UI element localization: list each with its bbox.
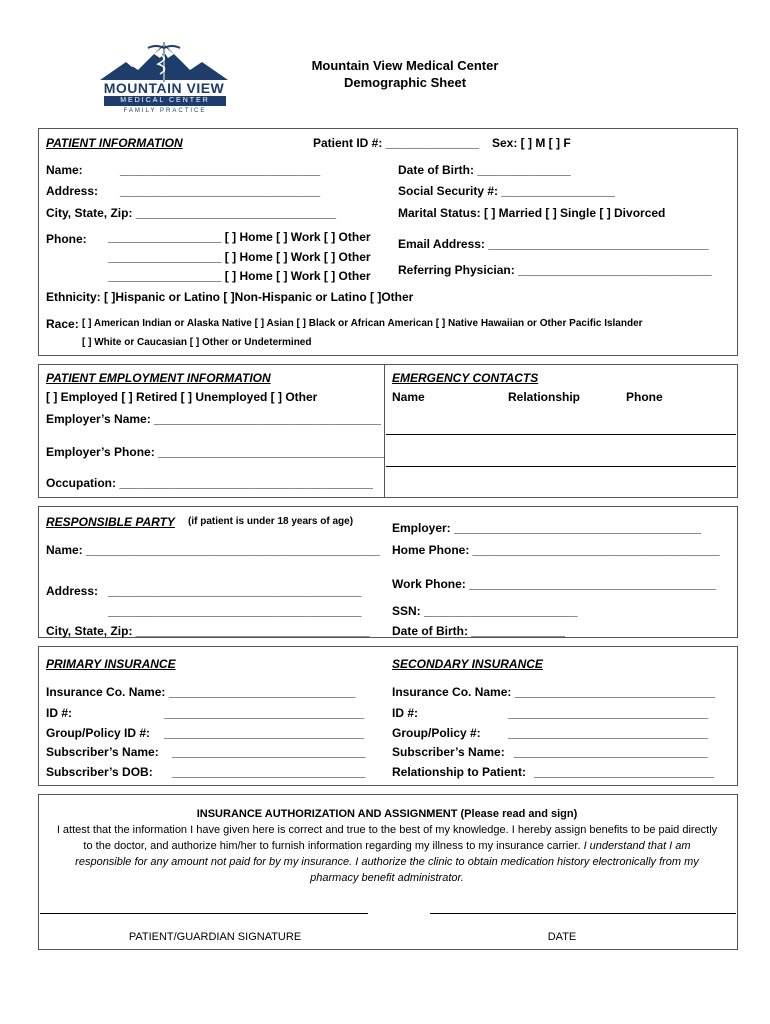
authorization-text-2 xyxy=(44,838,730,854)
primary-insurance-heading: PRIMARY INSURANCE xyxy=(46,657,176,671)
date-line[interactable] xyxy=(430,913,736,914)
signature-label: PATIENT/GUARDIAN SIGNATURE xyxy=(128,931,302,943)
secondary-group-label: Group/Policy #: xyxy=(392,726,481,740)
rp-address-label: Address: xyxy=(46,584,99,598)
authorization-text-2-italic: I understand that I am xyxy=(583,840,691,852)
authorization-text-1: I attest that the information I have given here is correct and true to the best of my knowledge. I hereby assign benefits to be paid directly xyxy=(56,824,718,836)
occupation-field[interactable]: Occupation: ______________________________________ xyxy=(46,476,373,490)
primary-company-field[interactable]: Insurance Co. Name: ____________________________ xyxy=(46,685,356,699)
secondary-id-label: ID #: xyxy=(392,706,419,720)
referring-physician-field[interactable]: Referring Physician: _____________________________ xyxy=(398,263,712,277)
marital-status-field[interactable]: Marital Status: [ ] Married [ ] Single [ ] Divorced xyxy=(398,206,666,220)
secondary-relationship-field[interactable]: ___________________________ xyxy=(534,765,715,779)
authorization-heading: INSURANCE AUTHORIZATION AND ASSIGNMENT (Please read and sign) xyxy=(196,808,578,820)
name-field[interactable]: ______________________________ xyxy=(120,163,321,177)
email-field[interactable]: Email Address: _________________________________ xyxy=(398,237,709,251)
patient-id-field[interactable]: Patient ID #: ______________ xyxy=(313,136,480,150)
employment-heading: PATIENT EMPLOYMENT INFORMATION xyxy=(46,371,271,385)
form-title: Mountain View Medical Center xyxy=(311,58,499,73)
responsible-party-note: (if patient is under 18 years of age) xyxy=(188,516,354,527)
date-label: DATE xyxy=(547,931,577,943)
patient-info-heading: PATIENT INFORMATION xyxy=(46,136,183,150)
emergency-col-phone: Phone xyxy=(626,390,663,404)
secondary-insurance-heading: SECONDARY INSURANCE xyxy=(392,657,543,671)
employment-status-field[interactable]: [ ] Employed [ ] Retired [ ] Unemployed [ ] Other xyxy=(46,390,318,404)
emergency-contact-line-2[interactable] xyxy=(386,466,736,467)
clinic-logo xyxy=(96,40,232,114)
secondary-subscriber-field[interactable]: _____________________________ xyxy=(514,745,708,759)
employer-name-field[interactable]: Employer’s Name: __________________________________ xyxy=(46,412,381,426)
section-divider xyxy=(384,364,385,498)
race-options-1[interactable]: [ ] American Indian or Alaska Native [ ] Asian [ ] Black or African American [ ] Native Hawaiian or Other Pacific Islander xyxy=(82,318,643,329)
authorization-text-3: responsible for any amount not paid for by my insurance. I authorize the clinic to obtain medication history electronically from my xyxy=(75,856,699,868)
secondary-relationship-label: Relationship to Patient: xyxy=(392,765,527,779)
logo-tagline: FAMILY PRACTICE xyxy=(123,108,207,114)
employer-phone-field[interactable]: Employer’s Phone: __________________________________ xyxy=(46,445,385,459)
ssn-field[interactable]: Social Security #: _________________ xyxy=(398,184,615,198)
secondary-subscriber-label: Subscriber’s Name: xyxy=(392,745,505,759)
address-label: Address: xyxy=(46,184,99,198)
primary-dob-field[interactable]: _____________________________ xyxy=(172,765,366,779)
primary-subscriber-label: Subscriber’s Name: xyxy=(46,745,159,759)
secondary-group-field[interactable]: ______________________________ xyxy=(508,726,709,740)
city-state-zip-field[interactable]: City, State, Zip: ______________________________ xyxy=(46,206,336,220)
rp-name-field[interactable]: Name: ____________________________________________ xyxy=(46,543,380,557)
rp-work-phone-field[interactable]: Work Phone: _____________________________________ xyxy=(392,577,717,591)
emergency-col-relationship: Relationship xyxy=(508,390,581,404)
name-label: Name: xyxy=(46,163,83,177)
rp-address-field-1[interactable]: ______________________________________ xyxy=(108,584,362,598)
logo-subtitle: MEDICAL CENTER xyxy=(104,96,226,106)
rp-city-field[interactable]: City, State, Zip: ___________________________________ xyxy=(46,624,370,638)
secondary-id-field[interactable]: ______________________________ xyxy=(508,706,709,720)
responsible-party-heading: RESPONSIBLE PARTY xyxy=(46,515,175,529)
primary-id-field[interactable]: ______________________________ xyxy=(164,706,365,720)
primary-dob-label: Subscriber’s DOB: xyxy=(46,765,153,779)
phone-label: Phone: xyxy=(46,232,87,246)
dob-field[interactable]: Date of Birth: ______________ xyxy=(398,163,571,177)
phone-field-1[interactable]: _________________ [ ] Home [ ] Work [ ] Other xyxy=(108,230,371,244)
emergency-col-name: Name xyxy=(392,390,425,404)
form-subtitle: Demographic Sheet xyxy=(343,75,467,90)
primary-subscriber-field[interactable]: _____________________________ xyxy=(172,745,366,759)
address-field[interactable]: ______________________________ xyxy=(120,184,321,198)
signature-line[interactable] xyxy=(40,913,368,914)
primary-group-field[interactable]: ______________________________ xyxy=(164,726,365,740)
rp-ssn-field[interactable]: SSN: _______________________ xyxy=(392,604,578,618)
secondary-company-field[interactable]: Insurance Co. Name: ______________________________ xyxy=(392,685,715,699)
rp-dob-field[interactable]: Date of Birth: ______________ xyxy=(392,624,565,638)
emergency-contact-line-1[interactable] xyxy=(386,434,736,435)
phone-field-3[interactable]: _________________ [ ] Home [ ] Work [ ] Other xyxy=(108,269,371,283)
sex-field[interactable]: Sex: [ ] M [ ] F xyxy=(492,136,571,150)
rp-employer-field[interactable]: Employer: _____________________________________ xyxy=(392,521,701,535)
race-options-2[interactable]: [ ] White or Caucasian [ ] Other or Undetermined xyxy=(82,337,312,348)
authorization-text-2-plain: to the doctor, and authorize him/her to furnish information regarding my illness to my insurance carrier. xyxy=(83,840,581,852)
rp-address-field-2[interactable]: ______________________________________ xyxy=(108,604,362,618)
phone-field-2[interactable]: _________________ [ ] Home [ ] Work [ ] Other xyxy=(108,250,371,264)
rp-home-phone-field[interactable]: Home Phone: _____________________________________ xyxy=(392,543,720,557)
emergency-heading: EMERGENCY CONTACTS xyxy=(392,371,539,385)
primary-id-label: ID #: xyxy=(46,706,73,720)
authorization-text-4: pharmacy benefit administrator. xyxy=(310,872,464,884)
primary-group-label: Group/Policy ID #: xyxy=(46,726,151,740)
logo-name: MOUNTAIN VIEW xyxy=(103,80,225,96)
ethnicity-field[interactable]: Ethnicity: [ ]Hispanic or Latino [ ]Non-Hispanic or Latino [ ]Other xyxy=(46,290,414,304)
race-label: Race: xyxy=(46,317,79,331)
